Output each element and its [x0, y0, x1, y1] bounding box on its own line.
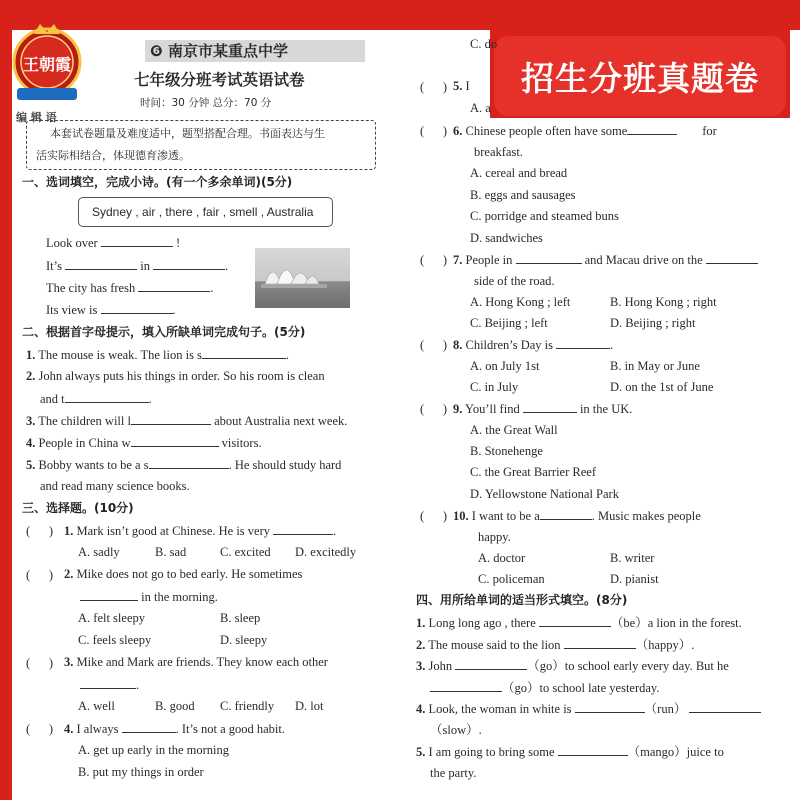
s2-item-1: 1. The mouse is weak. The lion is s .	[26, 348, 290, 362]
q10-stem: 10. I want to be a . Music makes people	[453, 509, 701, 523]
q9-opt-b: B. Stonehenge	[470, 444, 543, 458]
s4-item-4-line2: （slow）.	[430, 723, 482, 737]
q6-line2: breakfast.	[474, 145, 523, 159]
q7-answer-slot[interactable]: ( )	[420, 253, 448, 267]
s4-item-3: 3. John （go）to school early every day. But he	[416, 659, 729, 673]
paper-number: ❻	[150, 42, 163, 60]
q8-stem: 8. Children’s Day is .	[453, 338, 614, 352]
q10-opt-b: B. writer	[610, 551, 655, 565]
intro-line-1: 本套试卷题量及难度适中，题型搭配合理。书面表达与生	[50, 127, 325, 140]
q2-line2: in the morning.	[80, 590, 218, 604]
q9-stem: 9. You’ll find in the UK.	[453, 402, 633, 416]
q9-opt-c: C. the Great Barrier Reef	[470, 465, 596, 479]
q7-opt-b: B. Hong Kong ; right	[610, 295, 717, 309]
q9-answer-slot[interactable]: ( )	[420, 402, 448, 416]
s4-item-5-line2: the party.	[430, 766, 477, 780]
q8-answer-slot[interactable]: ( )	[420, 338, 448, 352]
q3-opt-a: A. well	[78, 699, 115, 713]
q1-opt-a: A. sadly	[78, 545, 120, 559]
banner-label: 招生分班真题卷	[494, 36, 786, 116]
svg-text:王朝霞: 王朝霞	[22, 55, 72, 74]
q6-opt-b: B. eggs and sausages	[470, 188, 576, 202]
q2-opt-a: A. felt sleepy	[78, 611, 145, 625]
s2-item-2: 2. John always puts his things in order. So his room is clean	[26, 369, 325, 383]
q3-stem: 3. Mike and Mark are friends. They know each other	[64, 655, 328, 669]
poem-line-1: Look over !	[46, 236, 181, 250]
s4-item-2: 2. The mouse said to the lion （happy）.	[416, 638, 695, 652]
q9-opt-a: A. the Great Wall	[470, 423, 558, 437]
section4-heading: 四、用所给单词的适当形式填空。(8分)	[416, 593, 628, 607]
q4-opt-c-partial: C. do	[470, 37, 498, 51]
q7-stem: 7. People in and Macau drive on the	[453, 253, 758, 267]
sydney-opera-house-image	[255, 248, 350, 308]
q3-opt-d: D. lot	[295, 699, 324, 713]
exam-title: 七年级分班考试英语试卷	[134, 71, 305, 89]
q4-answer-slot[interactable]: ( )	[26, 722, 54, 736]
s2-item-5-line2: and read many science books.	[40, 479, 190, 493]
q1-answer-slot[interactable]: ( )	[26, 524, 54, 538]
intro-line-2: 活实际相结合，体现德育渗透。	[36, 149, 190, 162]
q3-answer-slot[interactable]: ( )	[26, 656, 54, 670]
q4-opt-b: B. put my things in order	[78, 765, 204, 779]
q10-opt-a: A. doctor	[478, 551, 526, 565]
q2-stem: 2. Mike does not go to bed early. He sometimes	[64, 567, 303, 581]
section1-heading: 一、选词填空，完成小诗。(有一个多余单词)(5分)	[22, 175, 293, 189]
s2-item-5: 5. Bobby wants to be a s . He should study hard	[26, 458, 342, 472]
exam-meta: 时间：30 分钟 总分：70 分	[140, 97, 272, 109]
q5-stem: 5. I	[453, 79, 470, 93]
q8-opt-c: C. in July	[470, 380, 519, 394]
q5-opt-a-partial: A. a	[470, 101, 491, 115]
poem-line-3: The city has fresh .	[46, 281, 214, 295]
q8-opt-b: B. in May or June	[610, 359, 700, 373]
q1-opt-d: D. excitedly	[295, 545, 357, 559]
q7-opt-a: A. Hong Kong ; left	[470, 295, 571, 309]
q3-opt-c: C. friendly	[220, 699, 275, 713]
q10-opt-c: C. policeman	[478, 572, 545, 586]
q2-opt-b: B. sleep	[220, 611, 261, 625]
q1-opt-b: B. sad	[155, 545, 187, 559]
q3-opt-b: B. good	[155, 699, 195, 713]
logo-slogan: 成长路上 · 阳光满天	[22, 103, 85, 111]
q5-answer-slot[interactable]: ( )	[420, 80, 448, 94]
poem-line-4: Its view is .	[46, 303, 176, 317]
q10-answer-slot[interactable]: ( )	[420, 509, 448, 523]
brand-logo	[12, 14, 82, 114]
poem-line-2: It’s in .	[46, 259, 229, 273]
q6-stem: 6. Chinese people often have some for	[453, 124, 717, 138]
q10-opt-d: D. pianist	[610, 572, 659, 586]
q6-answer-slot[interactable]: ( )	[420, 124, 448, 138]
section3-heading: 三、选择题。(10分)	[22, 501, 134, 515]
school-name: 南京市某重点中学	[167, 42, 288, 60]
s4-item-1: 1. Long long ago , there （be）a lion in the forest.	[416, 616, 742, 630]
q2-opt-d: D. sleepy	[220, 633, 268, 647]
editor-tag: 编 辑 语	[16, 111, 57, 124]
q4-opt-a: A. get up early in the morning	[78, 743, 230, 757]
s4-item-3-line2: （go）to school late yesterday.	[430, 681, 659, 695]
q1-opt-c: C. excited	[220, 545, 271, 559]
q10-line2: happy.	[478, 530, 511, 544]
s2-item-4: 4. People in China w visitors.	[26, 436, 262, 450]
q8-opt-a: A. on July 1st	[470, 359, 540, 373]
q3-line2: .	[80, 678, 139, 692]
section2-heading: 二、根据首字母提示，填入所缺单词完成句子。(5分)	[22, 325, 306, 339]
q2-answer-slot[interactable]: ( )	[26, 568, 54, 582]
s2-item-2-line2: and t .	[40, 392, 152, 406]
s2-item-3: 3. The children will l about Australia next week.	[26, 414, 348, 428]
s4-item-5: 5. I am going to bring some （mango）juice to	[416, 745, 724, 759]
q7-opt-d: D. Beijing ; right	[610, 316, 696, 330]
q9-opt-d: D. Yellowstone National Park	[470, 487, 619, 501]
q6-opt-c: C. porridge and steamed buns	[470, 209, 619, 223]
q7-opt-c: C. Beijing ; left	[470, 316, 548, 330]
q7-line2: side of the road.	[474, 274, 555, 288]
q4-stem: 4. I always . It’s not a good habit.	[64, 722, 285, 736]
q6-opt-d: D. sandwiches	[470, 231, 543, 245]
word-box-text: Sydney , air , there , fair , smell , Australia	[92, 205, 314, 219]
s4-item-4: 4. Look, the woman in white is （run）	[416, 702, 761, 716]
q8-opt-d: D. on the 1st of June	[610, 380, 714, 394]
q1-stem: 1. Mark isn’t good at Chinese. He is very .	[64, 524, 337, 538]
school-title	[150, 44, 288, 59]
q2-opt-c: C. feels sleepy	[78, 633, 152, 647]
q6-opt-a: A. cereal and bread	[470, 166, 568, 180]
